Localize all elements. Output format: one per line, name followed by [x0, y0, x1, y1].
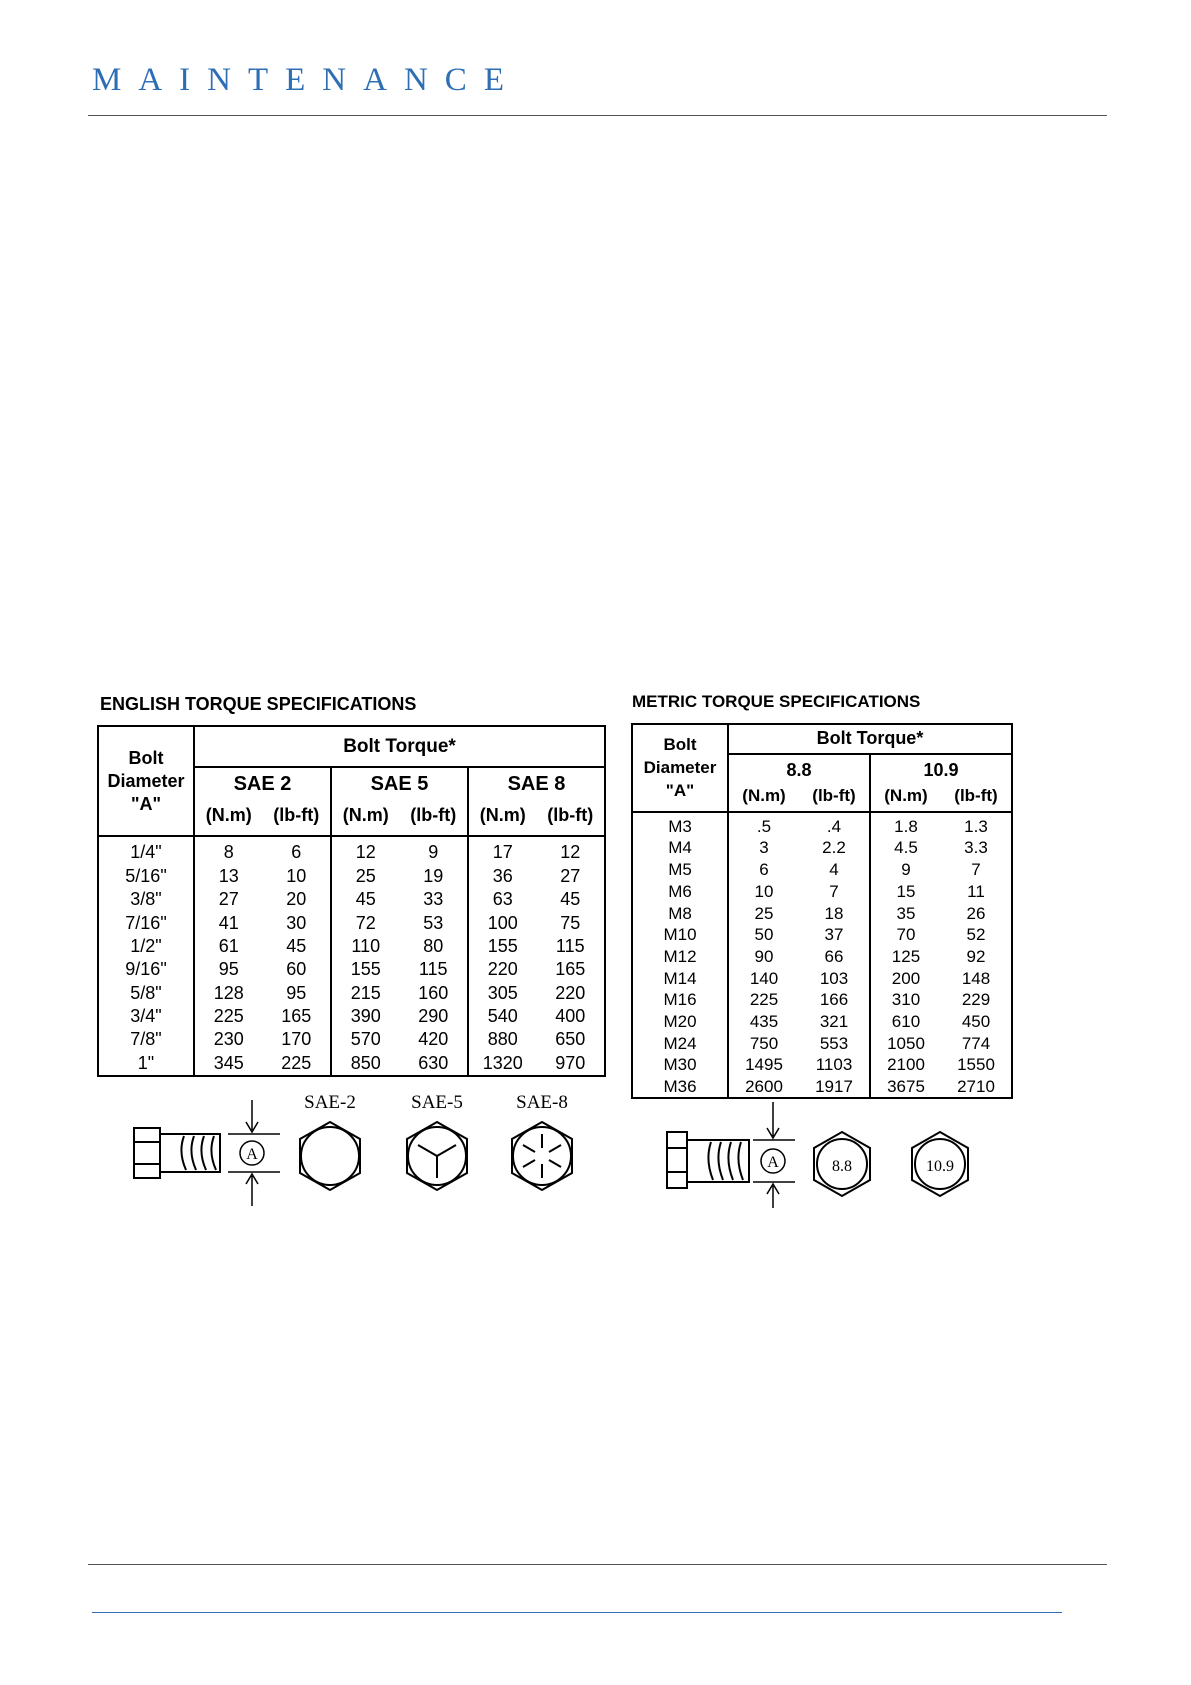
- torque-value-cell: 435: [749, 1011, 779, 1031]
- torque-value-cell: 90: [754, 946, 774, 966]
- english-torque-table: [97, 725, 606, 1077]
- bolt-size-cell: 7/8": [98, 1028, 194, 1051]
- torque-value-cell: 10: [263, 865, 331, 888]
- torque-value-cell: 27: [560, 866, 581, 887]
- table-row: [632, 812, 1012, 838]
- diameter-header-line: Diameter: [107, 770, 185, 791]
- bolt-size-cell: M30: [632, 1055, 728, 1077]
- diagram-label-sae5: SAE-5: [411, 1092, 463, 1113]
- table-row: [98, 1052, 605, 1077]
- sae8-head-icon: [512, 1122, 572, 1190]
- dimension-label: A: [246, 1146, 258, 1163]
- diagram-label-sae8: SAE-8: [516, 1092, 568, 1113]
- torque-value-cell: .4: [799, 812, 870, 838]
- torque-value-cell: 305: [487, 982, 518, 1003]
- torque-value-cell: 165: [263, 1005, 331, 1028]
- torque-value-cell: 390: [350, 1006, 381, 1026]
- table-row: [98, 935, 605, 958]
- torque-value-cell: 166: [799, 989, 870, 1011]
- bolt-size-cell: M16: [632, 989, 728, 1011]
- diameter-header: [632, 724, 728, 812]
- torque-value-cell: 155: [350, 959, 381, 980]
- torque-value-cell: 1.3: [964, 817, 988, 837]
- torque-value-cell: 36: [492, 866, 513, 887]
- torque-value-cell: 33: [400, 888, 468, 911]
- bolt-size-cell: 3/4": [98, 1005, 194, 1028]
- torque-value-cell: 35: [896, 903, 916, 923]
- torque-value-cell: 3675: [887, 1076, 925, 1096]
- diameter-header-line: "A": [665, 781, 695, 801]
- table-row: [98, 912, 605, 935]
- torque-value-cell: 110: [351, 936, 381, 957]
- bolt-size-cell: M14: [632, 968, 728, 990]
- torque-value-cell: 37: [799, 924, 870, 946]
- table-row: [632, 924, 1012, 946]
- torque-value-cell: 13: [218, 866, 239, 887]
- torque-value-cell: 60: [263, 958, 331, 981]
- torque-value-cell: 1320: [482, 1052, 523, 1073]
- bolt-size-cell: M24: [632, 1033, 728, 1055]
- torque-value-cell: 345: [213, 1052, 244, 1073]
- grade-header-8-8: 8.8: [728, 754, 870, 781]
- bolt-size-cell: M12: [632, 946, 728, 968]
- table-row: [632, 946, 1012, 968]
- bolt-torque-header: Bolt Torque*: [194, 726, 605, 767]
- torque-value-cell: 6: [759, 860, 769, 880]
- table-row: [632, 968, 1012, 990]
- torque-value-cell: 310: [891, 990, 921, 1010]
- torque-value-cell: 63: [492, 889, 513, 910]
- torque-value-cell: 170: [263, 1028, 331, 1051]
- sae5-head-icon: [407, 1122, 467, 1190]
- bolt-size-cell: M4: [632, 838, 728, 860]
- torque-value-cell: 155: [487, 936, 518, 957]
- torque-value-cell: 2600: [745, 1076, 783, 1096]
- torque-value-cell: 220: [555, 982, 586, 1003]
- torque-value-cell: 95: [218, 959, 239, 980]
- torque-value-cell: 115: [555, 936, 585, 957]
- torque-value-cell: 1.8: [894, 817, 918, 837]
- footer-divider: [88, 1564, 1107, 1565]
- torque-value-cell: 80: [400, 935, 468, 958]
- bolt-size-cell: 5/8": [98, 982, 194, 1005]
- torque-value-cell: 570: [350, 1029, 381, 1050]
- unit-header: (N.m): [194, 796, 263, 836]
- torque-value-cell: 970: [555, 1052, 586, 1073]
- bolt-size-cell: M6: [632, 881, 728, 903]
- torque-value-cell: 103: [799, 968, 870, 990]
- english-specs-title: ENGLISH TORQUE SPECIFICATIONS: [100, 694, 417, 714]
- torque-value-cell: 125: [891, 946, 921, 966]
- bolt-size-cell: 7/16": [98, 912, 194, 935]
- torque-value-cell: 225: [749, 990, 779, 1010]
- bolt-size-cell: 1/2": [98, 935, 194, 958]
- torque-value-cell: 12: [560, 842, 581, 863]
- torque-value-cell: 2100: [887, 1055, 925, 1075]
- bolt-size-cell: M5: [632, 859, 728, 881]
- torque-value-cell: 7: [971, 860, 981, 880]
- table-row: [632, 838, 1012, 860]
- bolt-torque-header: Bolt Torque*: [728, 724, 1012, 754]
- english-bolt-diagram: [120, 1092, 600, 1212]
- torque-value-cell: 553: [799, 1033, 870, 1055]
- metric-torque-table: [631, 723, 1013, 1099]
- bolt-size-cell: 1/4": [98, 836, 194, 865]
- torque-value-cell: 160: [400, 982, 468, 1005]
- bolt-size-cell: M10: [632, 924, 728, 946]
- torque-value-cell: 610: [891, 1011, 921, 1031]
- torque-value-cell: 215: [350, 982, 381, 1003]
- torque-value-cell: 92: [966, 946, 986, 966]
- torque-value-cell: 4: [799, 859, 870, 881]
- torque-value-cell: 25: [754, 903, 774, 923]
- grade-10-9-mark: 10.9: [926, 1158, 954, 1175]
- torque-value-cell: 148: [961, 968, 991, 988]
- torque-value-cell: 229: [961, 990, 991, 1010]
- torque-value-cell: 650: [555, 1029, 586, 1050]
- torque-value-cell: 30: [263, 912, 331, 935]
- torque-value-cell: 230: [213, 1029, 244, 1050]
- bolt-size-cell: 5/16": [98, 865, 194, 888]
- dimension-label: A: [767, 1154, 779, 1171]
- torque-value-cell: 850: [350, 1052, 381, 1073]
- torque-value-cell: 25: [355, 866, 376, 887]
- torque-value-cell: 290: [400, 1005, 468, 1028]
- torque-value-cell: 220: [487, 959, 518, 980]
- torque-value-cell: 70: [896, 925, 916, 945]
- diameter-header-line: Bolt: [128, 747, 164, 768]
- torque-value-cell: 45: [560, 889, 581, 910]
- torque-value-cell: 2.2: [799, 838, 870, 860]
- torque-value-cell: .5: [756, 817, 772, 837]
- torque-value-cell: 45: [263, 935, 331, 958]
- bolt-size-cell: M36: [632, 1076, 728, 1098]
- table-row: [98, 958, 605, 981]
- torque-value-cell: 6: [263, 836, 331, 865]
- unit-header: (lb-ft): [941, 781, 1012, 812]
- torque-value-cell: 50: [754, 925, 774, 945]
- torque-value-cell: 100: [487, 912, 518, 933]
- diameter-header-line: "A": [130, 793, 162, 814]
- diameter-header-line: Bolt: [663, 735, 697, 755]
- grade-header-sae5: SAE 5: [331, 767, 468, 796]
- torque-value-cell: 41: [218, 912, 239, 933]
- table-row: [632, 859, 1012, 881]
- metric-specs-title: METRIC TORQUE SPECIFICATIONS: [632, 692, 921, 711]
- torque-value-cell: 128: [213, 982, 244, 1003]
- table-row: [98, 836, 605, 865]
- grade-header-sae8: SAE 8: [507, 772, 566, 795]
- footer-accent-line: [92, 1612, 1062, 1613]
- grade-header-10-9: 10.9: [923, 759, 959, 780]
- torque-value-cell: 420: [400, 1028, 468, 1051]
- grade-8-8-mark: 8.8: [832, 1158, 852, 1175]
- table-row: [632, 1011, 1012, 1033]
- unit-header: (N.m): [331, 796, 400, 836]
- bolt-side-icon: [134, 1128, 220, 1178]
- bolt-size-cell: 3/8": [98, 888, 194, 911]
- torque-value-cell: 75: [560, 912, 581, 933]
- torque-value-cell: 774: [961, 1033, 991, 1053]
- bolt-size-cell: 1": [98, 1052, 194, 1077]
- bolt-size-cell: 9/16": [98, 958, 194, 981]
- torque-value-cell: 3: [759, 838, 769, 858]
- torque-value-cell: 540: [487, 1006, 518, 1026]
- sae2-head-icon: [300, 1122, 360, 1190]
- bolt-size-cell: M3: [632, 812, 728, 838]
- torque-value-cell: 52: [966, 925, 986, 945]
- table-row: [98, 1028, 605, 1051]
- table-row: [98, 865, 605, 888]
- torque-value-cell: 9: [400, 836, 468, 865]
- torque-value-cell: 3.3: [964, 838, 988, 858]
- torque-value-cell: 27: [218, 889, 239, 910]
- torque-value-cell: 115: [400, 958, 468, 981]
- unit-header: (N.m): [870, 781, 941, 812]
- torque-value-cell: 1550: [957, 1055, 995, 1075]
- torque-value-cell: 9: [901, 860, 911, 880]
- torque-value-cell: 880: [487, 1029, 518, 1050]
- table-row: [98, 1005, 605, 1028]
- table-row: [632, 1076, 1012, 1098]
- unit-header: (N.m): [468, 796, 537, 836]
- header-divider: [88, 115, 1107, 116]
- torque-value-cell: 12: [355, 842, 376, 863]
- torque-value-cell: 53: [400, 912, 468, 935]
- torque-value-cell: 400: [555, 1006, 586, 1026]
- diameter-header-line: Diameter: [643, 758, 717, 778]
- torque-value-cell: 1103: [799, 1055, 870, 1077]
- torque-value-cell: 140: [749, 968, 779, 988]
- torque-value-cell: 630: [400, 1052, 468, 1077]
- torque-value-cell: 1917: [799, 1076, 870, 1098]
- torque-value-cell: 4.5: [894, 838, 918, 858]
- table-row: [632, 989, 1012, 1011]
- grade-header-sae2: SAE 2: [194, 767, 331, 796]
- torque-value-cell: 1495: [745, 1055, 783, 1075]
- torque-value-cell: 15: [896, 881, 916, 901]
- torque-value-cell: 66: [799, 946, 870, 968]
- table-row: [98, 982, 605, 1005]
- torque-value-cell: 10: [754, 881, 774, 901]
- bolt-size-cell: M8: [632, 903, 728, 925]
- torque-value-cell: 7: [799, 881, 870, 903]
- table-row: [632, 1055, 1012, 1077]
- page-title: MAINTENANCE: [92, 62, 521, 98]
- torque-value-cell: 1050: [887, 1033, 925, 1053]
- torque-value-cell: 450: [961, 1011, 991, 1031]
- torque-value-cell: 72: [355, 912, 376, 933]
- table-row: [98, 888, 605, 911]
- table-row: [632, 903, 1012, 925]
- torque-value-cell: 225: [213, 1006, 244, 1026]
- unit-header: (N.m): [728, 781, 799, 812]
- torque-value-cell: 18: [799, 903, 870, 925]
- torque-value-cell: 8: [223, 842, 234, 863]
- torque-value-cell: 165: [555, 959, 586, 980]
- torque-value-cell: 225: [263, 1052, 331, 1077]
- torque-value-cell: 19: [400, 865, 468, 888]
- torque-value-cell: 95: [263, 982, 331, 1005]
- unit-header: (lb-ft): [263, 796, 331, 836]
- torque-value-cell: 2710: [957, 1076, 995, 1096]
- unit-header: (lb-ft): [536, 796, 605, 836]
- torque-value-cell: 200: [891, 968, 921, 988]
- torque-value-cell: 20: [263, 888, 331, 911]
- torque-value-cell: 26: [966, 903, 986, 923]
- diagram-label-sae2: SAE-2: [304, 1092, 356, 1113]
- torque-value-cell: 61: [218, 936, 239, 957]
- diameter-header: [98, 726, 194, 836]
- torque-value-cell: 11: [967, 881, 985, 901]
- unit-header: (lb-ft): [799, 781, 870, 812]
- metric-bolt-diagram: [655, 1100, 995, 1210]
- table-row: [632, 1033, 1012, 1055]
- bolt-side-icon: [667, 1132, 749, 1188]
- torque-value-cell: 45: [355, 889, 376, 910]
- table-row: [632, 881, 1012, 903]
- unit-header: (lb-ft): [400, 796, 468, 836]
- torque-value-cell: 321: [799, 1011, 870, 1033]
- torque-value-cell: 750: [749, 1033, 779, 1053]
- bolt-size-cell: M20: [632, 1011, 728, 1033]
- torque-value-cell: 17: [492, 842, 513, 863]
